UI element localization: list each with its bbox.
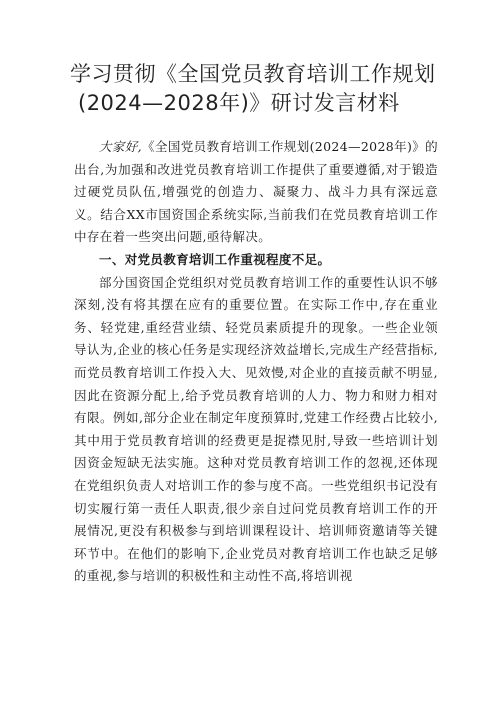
section-1-paragraph: 部分国资国企党组织对党员教育培训工作的重要性认识不够深刻,没有将其摆在应有的重要位置。在实际工作中,存在重业务、轻党建,重经营业绩、轻党员素质提升的现象。一些企业领导认为,企业的核心任务是实现经济效益增长,完成生产经营指标,而党员教育培训工作投入大、见效慢,对企业的直接贡献不明显,因此在资源分配上,给予党员教育培训的人力、物力和财力相对有限。例如,部分企业在制定年度预算时,党建工作经费占比较小,其中用于党员教育培训的经费更是捉襟见肘,导致一些培训计划因资金短缺无法实施。这种对党员教育培训工作的忽视,还体现在党组织负责人对培训工作的参与度不高。一些党组织书记没有切实履行第一责任人职责,很少亲自过问党员教育培训工作的开展情况,更没有积极参与到培训课程设计、培训师资邀请等关键环节中。在他们的影响下,企业党员对教育培训工作也缺乏足够的重视,参与培训的积极性和主动性不高,将培训视 (74, 274, 438, 584)
document-title (70, 60, 450, 118)
intro-paragraph (74, 136, 438, 249)
greeting: 大家好, (99, 139, 142, 154)
document-body (74, 136, 438, 588)
section-heading-1: 一、对党员教育培训工作重视程度不足。 (99, 251, 331, 267)
title-line-2: (2024—2028年)》研讨发言材料 (78, 91, 400, 115)
title-line-1: 学习贯彻《全国党员教育培训工作规划 (70, 62, 436, 86)
intro-text: 《全国党员教育培训工作规划(2024—2028年)》的出台,为加强和改进党员教育培训工作提供了重要遵循,对于锻造过硬党员队伍,增强党的创造力、凝聚力、战斗力具有深远意义。结合XX市国资国企系统实际,当前我们在党员教育培训工作中存在着一些突出问题,亟待解决。 (74, 139, 439, 245)
